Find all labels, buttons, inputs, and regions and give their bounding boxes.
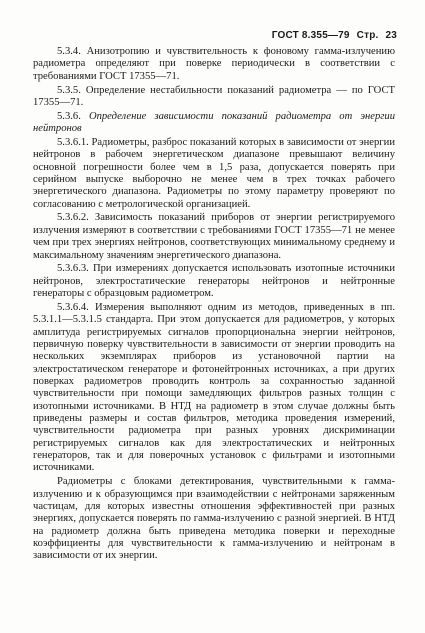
page-number: 23 bbox=[385, 30, 397, 41]
section-heading-5-3-6 bbox=[33, 111, 395, 136]
standard-number: ГОСТ 8.355—79 bbox=[271, 30, 350, 41]
page-header bbox=[268, 30, 397, 41]
paragraph-5-3-4: 5.3.4. Анизотропию и чувствительность к фоновому гамма-излучению радиометра определяют при поверке периодически в соответствии с требованиями ГОСТ 17355—71. bbox=[33, 46, 395, 82]
paragraph-detectors: Радиометры с блоками детектирования, чувствительными к гамма-излучению и к образующимся при взаимодействии с нейтронами заряженным частицам, для которых известны отношения эффективностей при разных энергиях, допускается поверять по гамма-излучению с разной энергией. В НТД на радиометр должна быть приведена методика поверки и переходные коэффициенты для чувствительности к гамма-излучению и нейтронам в зависимости от их энергии. bbox=[33, 476, 395, 562]
paragraph-5-3-6-2: 5.3.6.2. Зависимость показаний приборов от энергии регистрируемого излучения измеряют в соответствии с требованиями ГОСТ 17355—71 не менее чем при трех энергиях нейтронов, соответствующих минимальному среднему и максимальному значениям энергетического диапазона. bbox=[33, 212, 395, 261]
paragraph-5-3-5: 5.3.5. Определение нестабильности показаний радиометра — по ГОСТ 17355—71. bbox=[33, 84, 395, 108]
document-body bbox=[33, 46, 395, 563]
paragraph-5-3-6-3: 5.3.6.3. При измерениях допускается использовать изотопные источники нейтронов, электростатические генераторы нейтронов и нейтронные генераторы с образцовым радиометром. bbox=[33, 263, 395, 300]
page-label: Стр. bbox=[356, 30, 379, 41]
paragraph-5-3-6-4: 5.3.6.4. Измерения выполняют одним из методов, приведенных в пп. 5.3.1.1—5.3.1.5 стандарта. При этом допускается для радиометров, у которых амплитуда регистрируемых сигналов пропорциональна энергии нейтронов, первичную поверку чувствительности в зависимости от энергии проводить на нескольких экземплярах приборов из установочной партии на электростатическом генераторе и фотонейтронных источниках, а при других поверках радиометров проводить контроль за сохранностью заданной чувствительности при помощи замедляющих фильтров разных толщин с изотопными источниками. В НТД на радиометр в этом случае должны быть приведены размеры и состав фильтров, методика проведения измерений, чувствительности радиометра при разных уровнях дискриминации регистрируемых сигналов как для электростатических и нейтронных генераторов, так и для поверочных установок с фильтрами и изотопными источниками. bbox=[33, 301, 395, 474]
section-title: Определение зависимости показаний радиометра от энергии нейтронов bbox=[33, 110, 395, 135]
section-number: 5.3.6. bbox=[57, 110, 81, 122]
paragraph-5-3-6-1: 5.3.6.1. Радиометры, разброс показаний которых в зависимости от энергии нейтронов в рабочем энергетическом диапазоне превышают величину основной погрешности более чем в 1,5 раза, допускается поверять при серийном выпуске выборочно не менее чем в трех точках рабочего энергетического диапазона. Радиометры по этому параметру проверяют по согласованию с метрологической организацией. bbox=[33, 136, 395, 210]
